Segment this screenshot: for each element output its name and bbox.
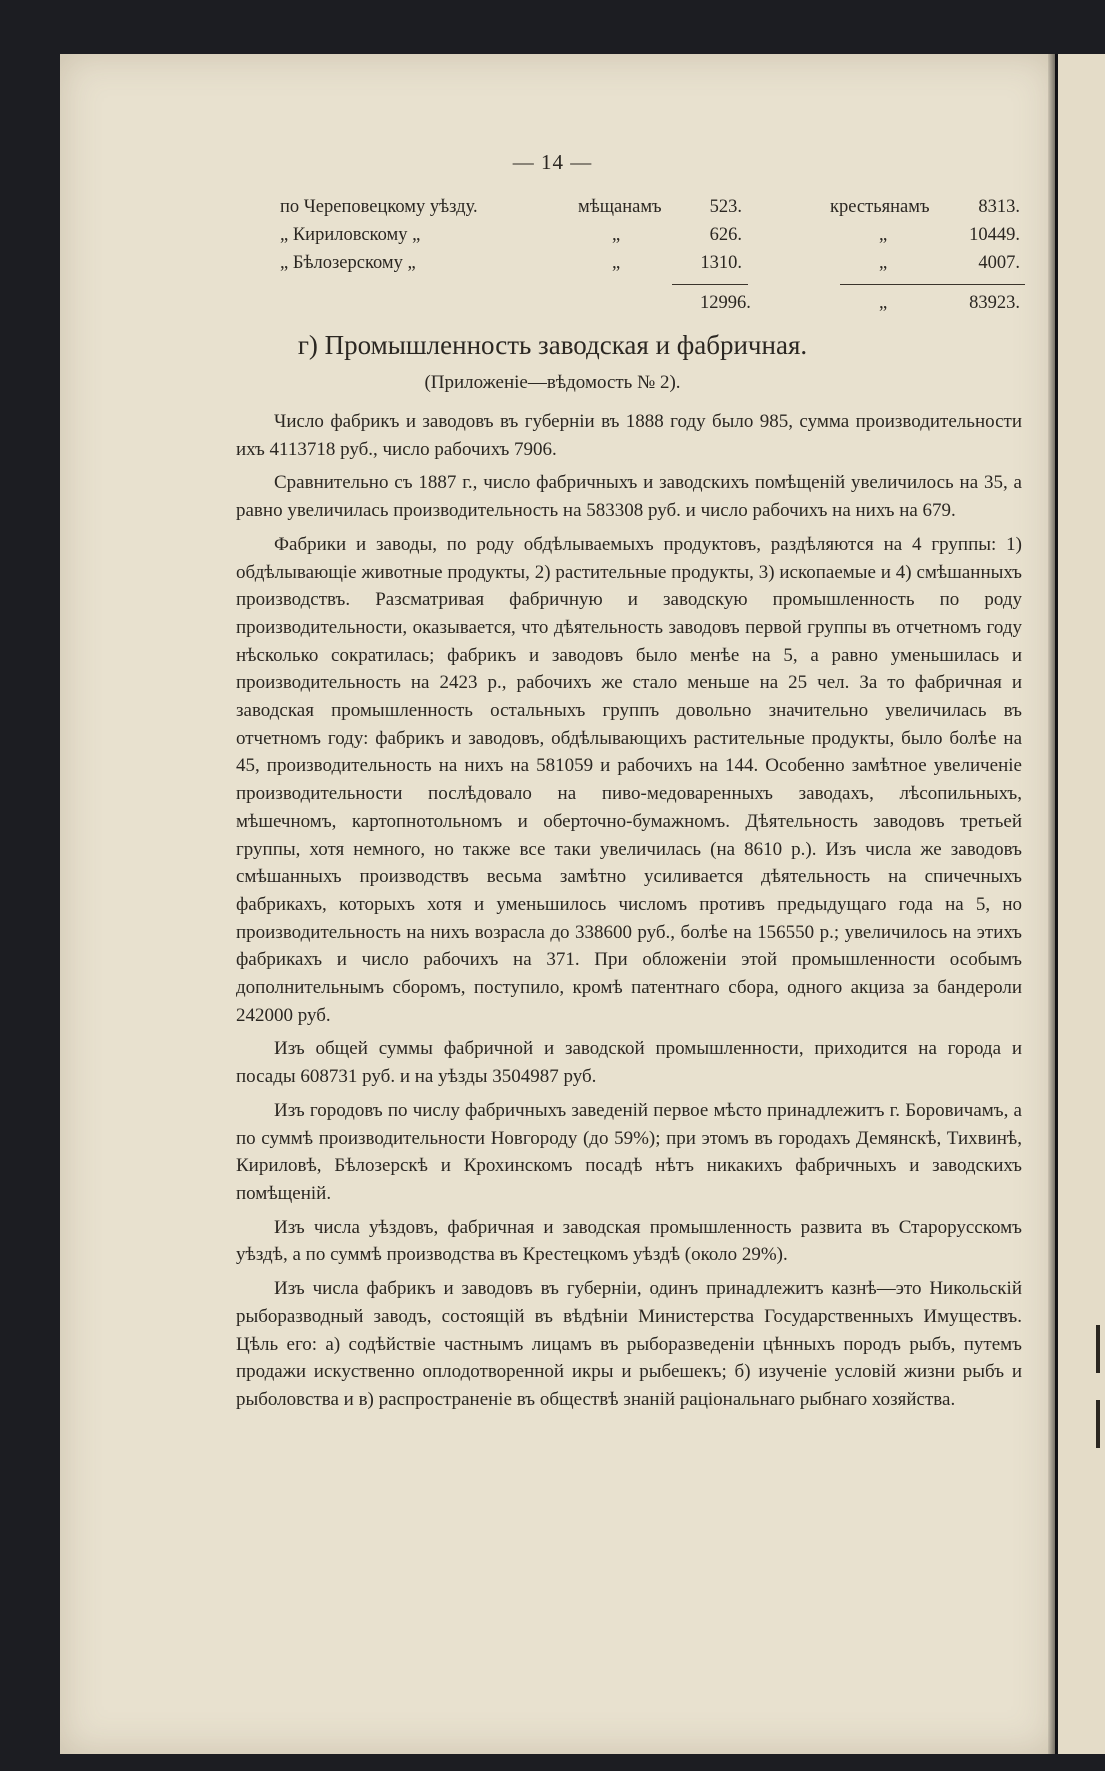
ditto-mark: „ (612, 253, 621, 273)
table-total-row (0, 293, 1105, 321)
sum-rule (672, 284, 748, 285)
district-cell: по Череповецкому уѣзду. (280, 197, 478, 217)
sum-rule (840, 284, 1025, 285)
table-row (0, 197, 1105, 225)
value-cell: 10449. (969, 225, 1020, 245)
paragraph: Изъ общей суммы фабричной и заводской промышленности, приходится на города и посады 608731 руб. и на уѣзды 3504987 руб. (236, 1038, 1022, 1088)
edge-ink-mark (1096, 1325, 1100, 1373)
value-cell: 626. (709, 225, 742, 245)
paragraph: Фабрики и заводы, по роду обдѣлываемыхъ продуктовъ, раздѣляются на 4 группы: 1) обдѣлывающіе животные продукты, 2) растительные продукты, 3) ископаемые и 4) смѣшанныхъ производствъ. Разсматривая фабричную и заводскую промышленность по роду производительности, оказывается, что дѣятельность заводовъ первой группы въ отчетномъ году нѣсколько сократилась; фабрикъ и заводовъ было менѣе на 5, а равно уменьшилась и производительность на 2423 р., рабочихъ же стало меньше на 25 чел. За то фабричная и заводская промышленность остальныхъ группъ довольно значительно увеличилась въ отчетномъ году: фабрикъ и заводовъ, обдѣлывающихъ растительные продукты, было болѣе на 45, производительность на нихъ на 581059 и рабочихъ на 144. Особенно замѣтное увеличеніе производительности послѣдовало на пиво-медоваренныхъ заводахъ, лѣсопильныхъ, мѣшечномъ, картопнотольномъ и оберточно-бумажномъ. Дѣятельность заводовъ третьей группы, хотя немного, но также все таки увеличилась (на 8610 р.). Изъ числа же заводовъ смѣшанныхъ производствъ весьма замѣтно усиливается дѣятельность на спичечныхъ фабрикахъ, которыхъ хотя и уменьшилось числомъ противъ предыдущаго года на 5, но производительность на нихъ возрасла до 338600 руб., болѣе на 156550 р.; увеличилось на этихъ фабрикахъ и число рабочихъ на 371. При обложеніи этой промышленности особымъ дополнительнымъ сборомъ, поступило, кромѣ патентнаго сбора, одного акциза за бандероли 242000 руб. (236, 533, 1022, 1026)
total-value: 83923. (969, 293, 1020, 313)
table-row (0, 253, 1105, 281)
total-value: 12996. (700, 293, 751, 313)
ditto-mark: „ (879, 225, 888, 245)
page-number: — 14 — (512, 150, 593, 174)
body-text (236, 408, 1022, 1420)
paragraph: Изъ числа уѣздовъ, фабричная и заводская промышленность развита въ Старорусскомъ уѣздѣ, а по суммѣ производства въ Крестецкомъ уѣздѣ (около 29%). (236, 1216, 1022, 1266)
ditto-mark: „ (879, 293, 888, 313)
table-row (0, 225, 1105, 253)
paragraph: Изъ городовъ по числу фабричныхъ заведеній первое мѣсто принадлежитъ г. Боровичамъ, а по суммѣ производительности Новгороду (до 59%); при этомъ въ городахъ Демянскѣ, Тихвинѣ, Кириловѣ, Бѣлозерскѣ и Крохинскомъ посадѣ нѣтъ никакихъ фабричныхъ и заводскихъ помѣщеній. (236, 1099, 1022, 1204)
ditto-mark: „ (879, 253, 888, 273)
category-label: крестьянамъ (830, 197, 930, 217)
district-cell: „ Кириловскому „ (280, 225, 421, 245)
ditto-mark: „ (612, 225, 621, 245)
section-heading: г) Промышленность заводская и фабричная. (297, 330, 808, 360)
edge-ink-mark (1096, 1400, 1100, 1448)
paragraph: Изъ числа фабрикъ и заводовъ въ губерніи, одинъ принадлежитъ казнѣ—это Никольскій рыборазводный заводъ, состоящій въ вѣдѣніи Министерства Государственныхъ Имуществъ. Цѣль его: а) содѣйствіе частнымъ лицамъ въ рыборазведеніи цѣнныхъ породъ рыбъ, путемъ продажи искуственно оплодотворенной икры и рыбешекъ; б) изученіе условій жизни рыбъ и рыболовства и в) распространеніе въ обществѣ знаній раціональнаго рыбнаго хозяйства. (236, 1278, 1022, 1410)
value-cell: 1310. (700, 253, 742, 273)
category-label: мѣщанамъ (578, 197, 662, 217)
district-cell: „ Бѣлозерскому „ (280, 253, 416, 273)
value-cell: 523. (709, 197, 742, 217)
section-subheading: (Приложеніе—вѣдомость № 2). (424, 372, 681, 393)
paragraph: Сравнительно съ 1887 г., число фабричныхъ и заводскихъ помѣщеній увеличилось на 35, а равно увеличилась производительность на 583308 руб. и число рабочихъ на нихъ на 679. (236, 472, 1022, 522)
value-cell: 8313. (978, 197, 1020, 217)
paragraph: Число фабрикъ и заводовъ въ губерніи въ 1888 году было 985, сумма производительности ихъ 4113718 руб., число рабочихъ 7906. (236, 411, 1022, 460)
value-cell: 4007. (978, 253, 1020, 273)
